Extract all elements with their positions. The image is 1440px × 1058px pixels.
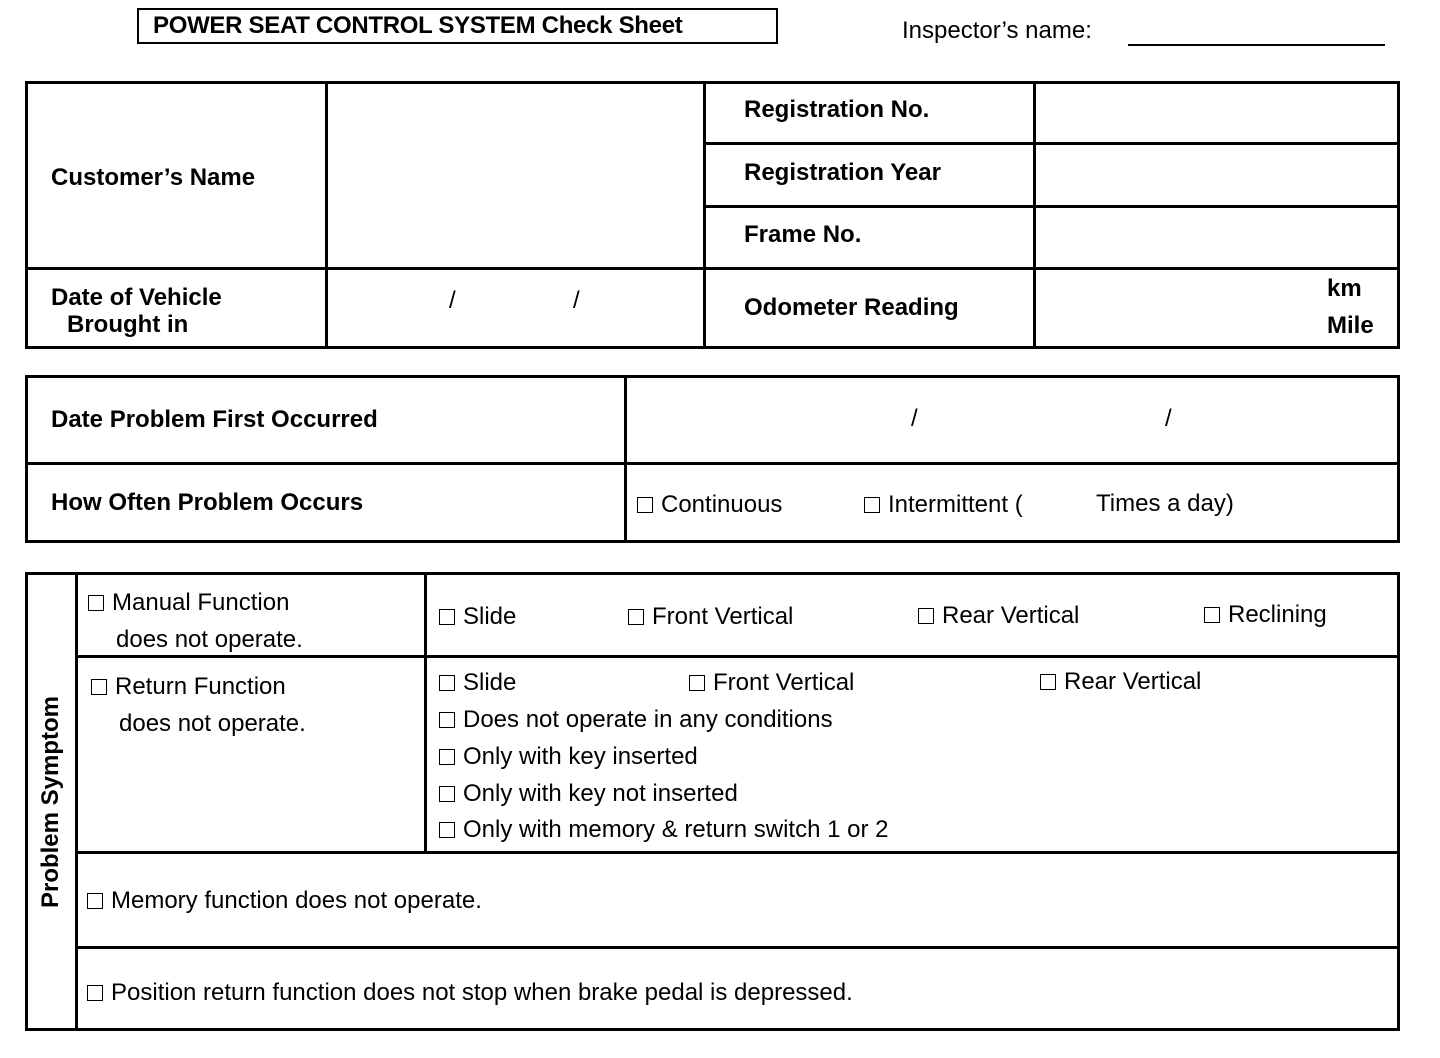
registration-year-field[interactable] <box>1038 147 1396 203</box>
registration-no-label: Registration No. <box>744 96 930 123</box>
manual-option-front-vertical[interactable]: Front Vertical <box>628 603 793 631</box>
divider <box>703 81 706 349</box>
divider <box>75 946 1400 949</box>
date-separator: / <box>449 287 456 314</box>
checkbox[interactable] <box>628 609 644 625</box>
divider <box>424 572 427 854</box>
option-intermittent[interactable]: Intermittent ( <box>864 491 1023 519</box>
checkbox[interactable] <box>637 497 653 513</box>
return-option-slide[interactable]: Slide <box>439 669 516 697</box>
times-a-day-label: Times a day) <box>1096 490 1234 517</box>
date-separator: / <box>1165 405 1172 432</box>
date-brought-label-line1: Date of Vehicle <box>51 284 222 311</box>
divider <box>624 375 627 543</box>
manual-option-reclining[interactable]: Reclining <box>1204 601 1327 629</box>
inspector-name-field[interactable] <box>1128 44 1385 46</box>
checkbox[interactable] <box>87 893 103 909</box>
manual-function-option[interactable]: Manual Function does not operate. <box>88 584 303 658</box>
divider <box>325 81 328 349</box>
checkbox[interactable] <box>87 985 103 1001</box>
inspector-name-label: Inspector’s name: <box>902 17 1092 44</box>
divider <box>25 267 1400 270</box>
checkbox[interactable] <box>689 675 705 691</box>
return-condition-key-not-inserted[interactable]: Only with key not inserted <box>439 780 738 808</box>
checkbox[interactable] <box>918 608 934 624</box>
return-condition-memory-switch[interactable]: Only with memory & return switch 1 or 2 <box>439 816 888 844</box>
date-brought-label-line2: Brought in <box>67 311 189 338</box>
registration-year-label: Registration Year <box>744 159 941 186</box>
frame-no-label: Frame No. <box>744 221 862 248</box>
odometer-label: Odometer Reading <box>744 294 959 321</box>
divider <box>703 205 1400 208</box>
odometer-unit-mile: Mile <box>1327 312 1374 339</box>
checkbox[interactable] <box>864 497 880 513</box>
date-separator: / <box>911 405 918 432</box>
manual-option-rear-vertical[interactable]: Rear Vertical <box>918 602 1079 630</box>
position-return-option[interactable]: Position return function does not stop when brake pedal is depressed. <box>87 979 853 1007</box>
section-label-wrap <box>25 572 77 1031</box>
checkbox[interactable] <box>439 786 455 802</box>
frequency-label: How Often Problem Occurs <box>51 489 364 516</box>
option-continuous[interactable]: Continuous <box>637 491 782 519</box>
customer-name-field[interactable] <box>330 86 700 264</box>
return-function-option[interactable]: Return Function does not operate. <box>91 668 306 742</box>
memory-function-option[interactable]: Memory function does not operate. <box>87 887 482 915</box>
checkbox[interactable] <box>439 609 455 625</box>
checkbox[interactable] <box>91 679 107 695</box>
checkbox[interactable] <box>439 749 455 765</box>
checkbox[interactable] <box>439 712 455 728</box>
return-option-rear-vertical[interactable]: Rear Vertical <box>1040 668 1201 696</box>
frame-no-field[interactable] <box>1038 210 1396 265</box>
return-condition-any[interactable]: Does not operate in any conditions <box>439 706 833 734</box>
checkbox[interactable] <box>1040 674 1056 690</box>
first-occurred-label: Date Problem First Occurred <box>51 406 378 433</box>
date-separator: / <box>573 287 580 314</box>
checkbox[interactable] <box>439 822 455 838</box>
problem-symptom-label: Problem Symptom <box>37 695 65 908</box>
date-brought-label <box>51 284 222 338</box>
divider <box>75 851 1400 854</box>
sheet-title: POWER SEAT CONTROL SYSTEM Check Sheet <box>137 8 778 44</box>
return-condition-key-inserted[interactable]: Only with key inserted <box>439 743 698 771</box>
return-option-front-vertical[interactable]: Front Vertical <box>689 669 854 697</box>
divider <box>703 142 1400 145</box>
checkbox[interactable] <box>439 675 455 691</box>
manual-option-slide[interactable]: Slide <box>439 603 516 631</box>
customer-name-label: Customer’s Name <box>51 164 256 191</box>
checkbox[interactable] <box>1204 607 1220 623</box>
divider <box>25 462 1400 465</box>
divider <box>1033 81 1036 349</box>
odometer-unit-km: km <box>1327 275 1362 302</box>
registration-no-field[interactable] <box>1038 86 1396 140</box>
checkbox[interactable] <box>88 595 104 611</box>
